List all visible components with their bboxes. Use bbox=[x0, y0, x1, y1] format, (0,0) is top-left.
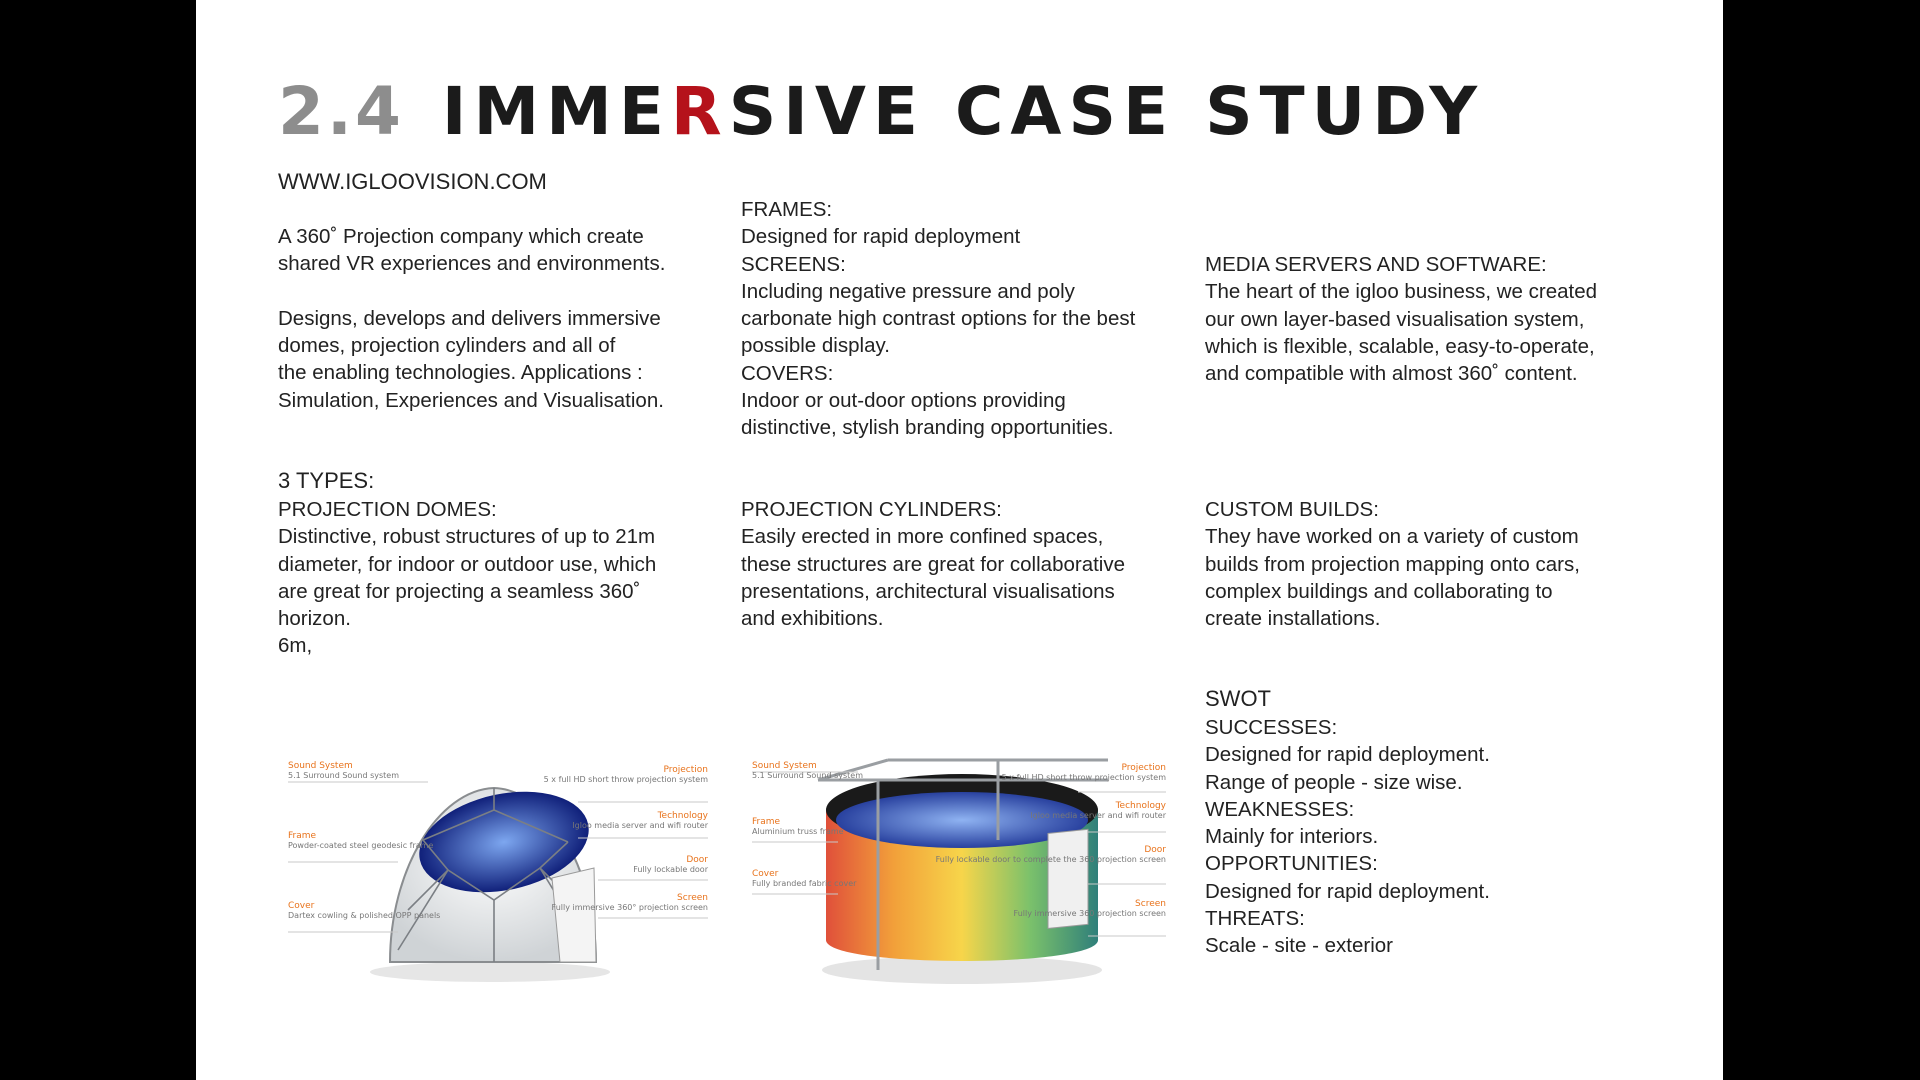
dome-desc-door: Fully lockable door bbox=[633, 865, 708, 874]
dome-label-cover: Cover bbox=[288, 901, 315, 911]
cylinder-desc-frame: Aluminium truss frame bbox=[752, 827, 844, 836]
slide bbox=[196, 0, 1723, 1080]
swot-heading: SWOT bbox=[1205, 686, 1271, 711]
title-accent-letter: R bbox=[670, 73, 729, 150]
cylinder-desc-projection: 5 x full HD short throw projection system bbox=[1001, 773, 1166, 782]
dome-label-projection: Projection bbox=[663, 765, 708, 775]
dome-label-frame: Frame bbox=[288, 831, 317, 841]
cylinder-desc-screen: Fully immersive 360 projection screen bbox=[1013, 909, 1166, 918]
title-text-part2: SIVE CASE STUDY bbox=[728, 73, 1485, 150]
features-text: FRAMES: Designed for rapid deployment SCREENS: Including negative pressure and poly carbonate high contrast options for the best possible display. COVERS: Indoor or out-door options providing distinctive, stylish branding opportunities. bbox=[741, 198, 1136, 440]
dome-desc-cover: Dartex cowling & polished OPP panels bbox=[288, 911, 441, 920]
company-url: WWW.IGLOOVISION.COM bbox=[278, 169, 547, 194]
media-servers-text: MEDIA SERVERS AND SOFTWARE: The heart of the igloo business, we created our own layer-based visualisation system, which is flexible, scalable, easy-to-operate, and compatible with almost 360˚ content. bbox=[1205, 253, 1598, 386]
cylinder-label-cover: Cover bbox=[752, 869, 779, 879]
dome-desc-sound: 5.1 Surround Sound system bbox=[288, 771, 399, 780]
cylinder-label-door: Door bbox=[1144, 845, 1166, 855]
cylinder-label-screen: Screen bbox=[1135, 899, 1166, 909]
dome-desc-screen: Fully immersive 360° projection screen bbox=[551, 903, 708, 912]
page-title bbox=[278, 72, 1484, 152]
title-text-part1: IMME bbox=[441, 73, 671, 150]
cylinder-diagram bbox=[748, 740, 1168, 990]
cylinder-desc-cover: Fully branded fabric cover bbox=[752, 879, 857, 888]
dome-desc-frame: Powder-coated steel geodesic frame bbox=[288, 841, 434, 850]
dome-label-technology: Technology bbox=[657, 811, 708, 821]
cylinder-label-projection: Projection bbox=[1121, 763, 1166, 773]
dome-label-door: Door bbox=[686, 855, 708, 865]
swot-text: SUCCESSES: Designed for rapid deployment. Range of people - size wise. WEAKNESSES: Mainly for interiors. OPPORTUNITIES: Designed for rapid deployment. THREATS: Scale - site - exterior bbox=[1205, 716, 1490, 958]
cylinder-label-technology: Technology bbox=[1115, 801, 1166, 811]
projection-domes-text: PROJECTION DOMES: Distinctive, robust structures of up to 21m diameter, for indoor or outdoor use, which are great for projecting a seamless 360˚ horizon. 6m, bbox=[278, 498, 657, 658]
title-number: 2.4 bbox=[278, 73, 404, 150]
dome-desc-projection: 5 x full HD short throw projection system bbox=[543, 775, 708, 784]
cylinder-label-sound: Sound System bbox=[752, 761, 817, 771]
projection-cylinders-text: PROJECTION CYLINDERS: Easily erected in more confined spaces, these structures are great for collaborative presentations, architectural visualisations and exhibitions. bbox=[741, 498, 1125, 631]
dome-label-screen: Screen bbox=[677, 893, 708, 903]
cylinder-desc-technology: Igloo media server and wifi router bbox=[1030, 811, 1166, 820]
types-heading: 3 TYPES: bbox=[278, 468, 375, 493]
dome-desc-technology: Igloo media server and wifi router bbox=[572, 821, 708, 830]
cylinder-label-frame: Frame bbox=[752, 817, 781, 827]
custom-builds-text: CUSTOM BUILDS: They have worked on a variety of custom builds from projection mapping onto cars, complex buildings and collaborating to create installations. bbox=[1205, 498, 1580, 631]
cylinder-desc-door: Fully lockable door to complete the 360 projection screen bbox=[935, 855, 1166, 864]
cylinder-desc-sound: 5.1 Surround Sound system bbox=[752, 771, 863, 780]
dome-diagram bbox=[278, 750, 710, 985]
company-intro: A 360˚ Projection company which create shared VR experiences and environments. Designs, develops and delivers immersive domes, projection cylinders and all of the enabling technologies. Applications : Simulation, Experiences and Visualisation. bbox=[278, 225, 666, 412]
dome-label-sound: Sound System bbox=[288, 761, 353, 771]
